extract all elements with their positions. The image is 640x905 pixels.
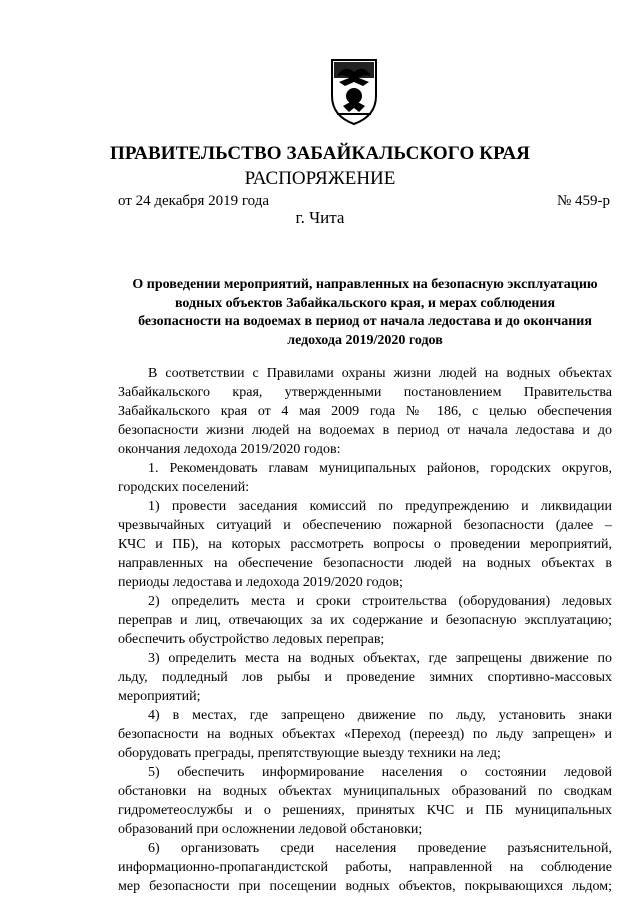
document-city: г. Чита bbox=[295, 208, 345, 227]
document-title bbox=[118, 276, 612, 351]
body-line: Забайкальского края от 4 мая 2009 года № 186, с целью обеспечения bbox=[118, 404, 612, 419]
body-line: направленных на обеспечение безопасности людей на водных объектах в bbox=[118, 556, 612, 571]
body-line: периоды ледостава и ледохода 2019/2020 годов; bbox=[118, 575, 403, 590]
coat-of-arms-emblem bbox=[329, 56, 379, 126]
body-line: 6) организовать среди населения проведение разъяснительной, bbox=[148, 841, 612, 856]
title-line: водных объектов Забайкальского края, и мерах соблюдения bbox=[174, 295, 556, 311]
body-line: оборудовать преграды, препятствующие выезду техники на лед; bbox=[118, 746, 501, 761]
body-line: мероприятий; bbox=[118, 689, 201, 704]
body-line: окончания ледохода 2019/2020 годов: bbox=[118, 442, 341, 457]
body-line: льду, подледный лов рыбы и проведение зимних спортивно-массовых bbox=[118, 670, 612, 685]
body-line: 5) обеспечить информирование населения о состоянии ледовой bbox=[148, 765, 612, 780]
body-line: обстановки на водных объектах муниципальных образований по сводкам bbox=[118, 784, 612, 799]
document-type: РАСПОРЯЖЕНИЕ bbox=[244, 168, 396, 189]
document-date: от 24 декабря 2019 года bbox=[118, 193, 270, 209]
body-line: чрезвычайных ситуаций и обеспечению пожарной безопасности (далее – bbox=[118, 518, 612, 533]
body-line: В соответствии с Правилами охраны жизни людей на водных объектах bbox=[148, 366, 612, 381]
body-line: 1. Рекомендовать главам муниципальных районов, городских округов, bbox=[148, 461, 612, 476]
document-number: № 459-р bbox=[556, 193, 610, 209]
body-line: безопасности жизни людей на водоемах в период от начала ледостава и до bbox=[118, 423, 612, 438]
body-line: городских поселений: bbox=[118, 480, 250, 495]
body-line: 1) провести заседания комиссий по предупреждению и ликвидации bbox=[148, 499, 612, 514]
title-line: О проведении мероприятий, направленных на безопасную эксплуатацию bbox=[132, 277, 598, 292]
body-line: мер безопасности при посещении водных объектов, покрывающихся льдом; bbox=[118, 879, 612, 894]
title-line: безопасности на водоемах в период от начала ледостава и до окончания bbox=[138, 314, 592, 330]
body-line: Забайкальского края, утвержденными постановлением Правительства bbox=[118, 385, 612, 400]
body-line: КЧС и ПБ), на которых рассмотреть вопросы о проведении мероприятий, bbox=[118, 537, 612, 552]
document-body bbox=[118, 364, 612, 896]
government-heading: ПРАВИТЕЛЬСТВО ЗАБАЙКАЛЬСКОГО КРАЯ bbox=[109, 143, 530, 164]
body-line: безопасности на водных объектах «Переход (переезд) по льду запрещен» и bbox=[118, 727, 612, 742]
body-line: информационно-пропагандистской работы, направленной на соблюдение bbox=[118, 860, 612, 875]
body-line: образований при осложнении ледовой обстановки; bbox=[118, 822, 423, 837]
body-line: обеспечить обустройство ледовых переправ; bbox=[118, 632, 385, 647]
title-line: ледохода 2019/2020 годов bbox=[287, 333, 443, 349]
body-line: 4) в местах, где запрещено движение по льду, установить знаки bbox=[148, 708, 612, 723]
body-line: переправ и лиц, отвечающих за их содержание и безопасную эксплуатацию; bbox=[118, 613, 612, 628]
body-line: 2) определить места и сроки строительства (оборудования) ледовых bbox=[148, 594, 612, 609]
body-line: 3) определить места на водных объектах, где запрещены движение по bbox=[148, 651, 612, 666]
body-line: гидрометеослужбы и о решениях, принятых КЧС и ПБ муниципальных bbox=[118, 803, 612, 818]
